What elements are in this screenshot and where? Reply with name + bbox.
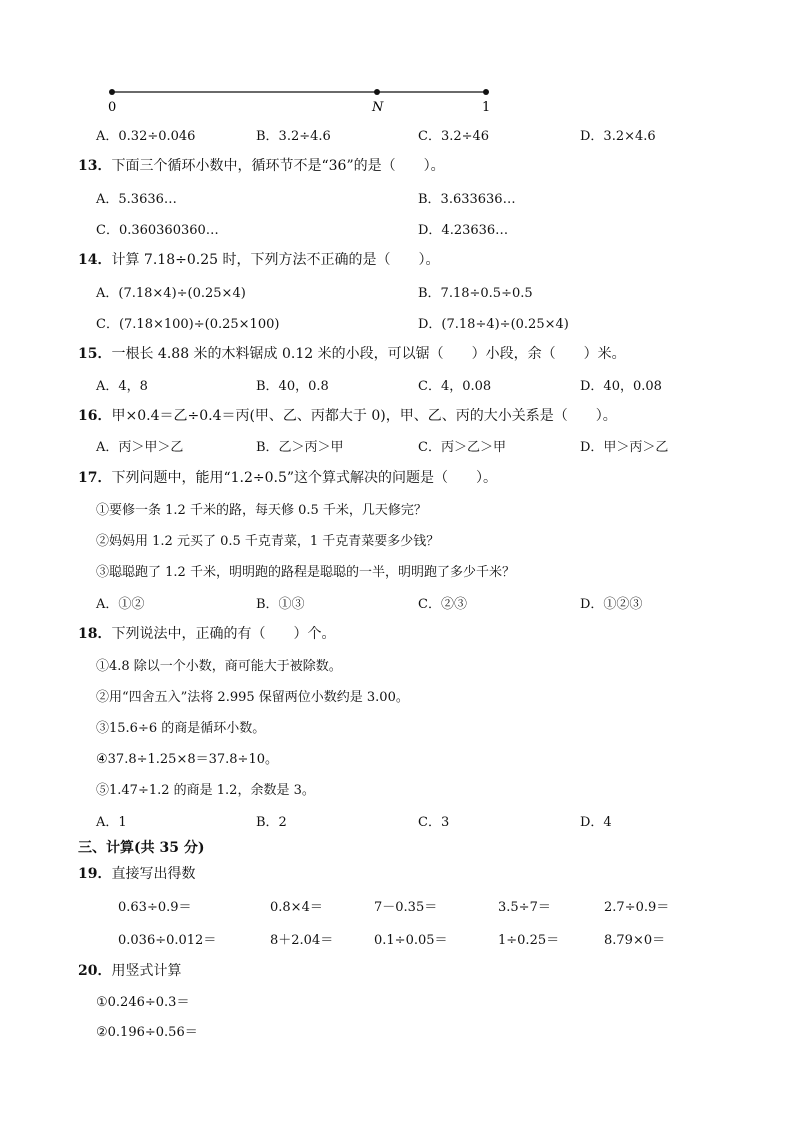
q12-option-c[interactable]: C．3.2÷46	[418, 129, 490, 144]
q18-option-b[interactable]: B．2	[256, 815, 287, 830]
q12-option-a[interactable]: A．0.32÷0.046	[96, 129, 196, 144]
q16-number: 16．	[78, 408, 112, 424]
q15-option-c[interactable]: C．4，0.08	[418, 379, 492, 394]
label-zero: 0	[108, 100, 117, 115]
q14-option-a[interactable]: A．(7.18×4)÷(0.25×4)	[96, 286, 246, 301]
q13-stem	[78, 155, 445, 175]
q18-option-c[interactable]: C．3	[418, 815, 450, 830]
q17-text: 下列问题中，能用“1.2÷0.5”这个算式解决的问题是（ ）。	[111, 470, 498, 486]
q17-item-2: ②妈妈用 1.2 元买了 0.5 千克青菜，1 千克青菜要多少钱？	[96, 534, 440, 549]
q20-item-1: ①0.246÷0.3＝	[96, 995, 190, 1010]
calc-item: 2.7÷0.9＝	[604, 900, 670, 915]
q17-number: 17．	[78, 470, 112, 486]
q17-option-a[interactable]: A．①②	[96, 597, 145, 612]
q19-text: 直接写出得数	[111, 866, 196, 882]
q15-number: 15．	[78, 346, 112, 362]
q18-item-4: ④37.8÷1.25×8＝37.8÷10。	[96, 752, 278, 767]
q14-number: 14．	[78, 252, 112, 268]
q20-item-2: ②0.196÷0.56＝	[96, 1025, 198, 1040]
q20-stem	[78, 960, 181, 980]
q16-option-d[interactable]: D．甲＞丙＞乙	[580, 440, 669, 455]
q13-number: 13．	[78, 158, 112, 174]
calc-item: 0.036÷0.012＝	[118, 933, 217, 948]
calc-item: 1÷0.25＝	[498, 933, 560, 948]
calc-item: 0.63÷0.9＝	[118, 900, 192, 915]
q13-option-d[interactable]: D．4.23636…	[418, 223, 509, 238]
q15-text: 一根长 4.88 米的木料锯成 0.12 米的小段，可以锯（ ）小段，余（ ）米。	[111, 346, 626, 362]
q17-option-b[interactable]: B．①③	[256, 597, 305, 612]
q17-item-3: ③聪聪跑了 1.2 千米，明明跑的路程是聪聪的一半，明明跑了多少千米？	[96, 565, 515, 580]
calc-item: 0.1÷0.05＝	[374, 933, 448, 948]
q12-option-d[interactable]: D．3.2×4.6	[580, 129, 656, 144]
q18-item-3: ③15.6÷6 的商是循环小数。	[96, 721, 266, 736]
calc-item: 0.8×4＝	[270, 900, 323, 915]
q18-option-d[interactable]: D．4	[580, 815, 612, 830]
q19-number: 19．	[78, 866, 112, 882]
q14-option-b[interactable]: B．7.18÷0.5÷0.5	[418, 286, 533, 301]
q15-option-b[interactable]: B．40，0.8	[256, 379, 329, 394]
label-one: 1	[482, 100, 491, 115]
q13-option-a[interactable]: A．5.3636…	[96, 192, 177, 207]
calc-item: 8＋2.04＝	[270, 933, 334, 948]
q18-number: 18．	[78, 626, 112, 642]
q15-option-d[interactable]: D．40，0.08	[580, 379, 662, 394]
q17-option-c[interactable]: C．②③	[418, 597, 467, 612]
q17-item-1: ①要修一条 1.2 千米的路，每天修 0.5 千米，几天修完？	[96, 503, 427, 518]
q20-text: 用竖式计算	[111, 963, 182, 979]
point-zero	[109, 89, 115, 95]
q13-option-c[interactable]: C．0.360360360…	[96, 223, 219, 238]
q16-text: 甲×0.4＝乙÷0.4＝丙(甲、乙、丙都大于 0)，甲、乙、丙的大小关系是（ ）。	[111, 408, 617, 424]
q18-item-5: ⑤1.47÷1.2 的商是 1.2，余数是 3。	[96, 783, 315, 798]
q17-stem	[78, 467, 497, 487]
q15-stem	[78, 343, 626, 363]
calc-item: 8.79×0＝	[604, 933, 666, 948]
q18-text: 下列说法中，正确的有（ ）个。	[111, 626, 336, 642]
q16-option-b[interactable]: B．乙＞丙＞甲	[256, 440, 344, 455]
point-n	[374, 89, 380, 95]
section-3-title: 三、计算(共 35 分)	[78, 840, 205, 856]
number-line	[0, 80, 794, 120]
q15-option-a[interactable]: A．4，8	[96, 379, 148, 394]
q20-number: 20．	[78, 963, 112, 979]
q13-option-b[interactable]: B．3.633636…	[418, 192, 516, 207]
q12-option-b[interactable]: B．3.2÷4.6	[256, 129, 331, 144]
q14-option-c[interactable]: C．(7.18×100)÷(0.25×100)	[96, 317, 280, 332]
q13-text: 下面三个循环小数中，循环节不是“36”的是（ ）。	[111, 158, 445, 174]
q14-stem	[78, 249, 439, 269]
q14-option-d[interactable]: D．(7.18÷4)÷(0.25×4)	[418, 317, 569, 332]
q18-item-2: ②用“四舍五入”法将 2.995 保留两位小数约是 3.00。	[96, 690, 409, 705]
q16-option-c[interactable]: C．丙＞乙＞甲	[418, 440, 506, 455]
q18-stem	[78, 623, 335, 643]
q18-option-a[interactable]: A．1	[96, 815, 127, 830]
calc-item: 3.5÷7＝	[498, 900, 551, 915]
q16-stem	[78, 405, 617, 425]
point-one	[483, 89, 489, 95]
q17-option-d[interactable]: D．①②③	[580, 597, 643, 612]
q16-option-a[interactable]: A．丙＞甲＞乙	[96, 440, 184, 455]
q14-text: 计算 7.18÷0.25 时，下列方法不正确的是（ ）。	[111, 252, 440, 268]
calc-item: 7－0.35＝	[374, 900, 438, 915]
q18-item-1: ①4.8 除以一个小数，商可能大于被除数。	[96, 659, 342, 674]
label-n: N	[372, 100, 384, 115]
q19-stem	[78, 863, 195, 883]
